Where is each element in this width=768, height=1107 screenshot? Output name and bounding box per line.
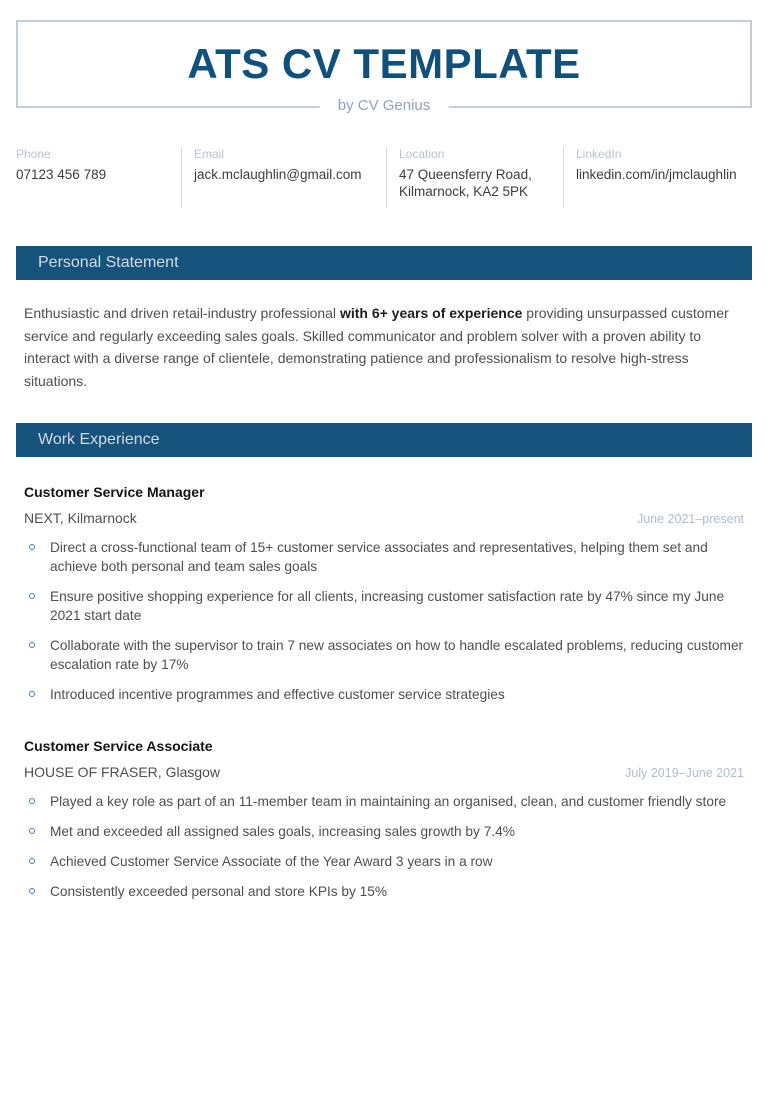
page-title: ATS CV TEMPLATE xyxy=(187,40,581,87)
bullet-text: Consistently exceeded personal and store KPIs by 15% xyxy=(50,884,388,899)
job-bullet-list xyxy=(24,538,744,704)
bullet-ring-icon xyxy=(29,828,35,834)
bullet-ring-icon xyxy=(29,544,35,550)
contact-item-phone xyxy=(16,146,181,208)
contact-label-linkedin: LinkedIn xyxy=(576,147,622,161)
cv-title-box xyxy=(16,20,752,108)
bullet-text: Ensure positive shopping experience for all clients, increasing customer satisfaction rate by 47% since my June 2021 start date xyxy=(50,589,725,623)
list-item xyxy=(24,636,744,674)
contact-item-email xyxy=(181,146,386,208)
job-entry xyxy=(24,482,744,704)
job-title: Customer Service Associate xyxy=(24,738,213,754)
bullet-ring-icon xyxy=(29,593,35,599)
section-title-work-experience: Work Experience xyxy=(38,431,160,448)
byline: by CV Genius xyxy=(320,96,449,116)
contact-item-linkedin xyxy=(563,146,752,208)
contact-item-location xyxy=(386,146,563,208)
bullet-text: Introduced incentive programmes and effective customer service strategies xyxy=(50,687,505,702)
contact-value-phone: 07123 456 789 xyxy=(16,167,107,182)
list-item xyxy=(24,792,744,811)
job-title: Customer Service Manager xyxy=(24,484,205,500)
list-item xyxy=(24,538,744,576)
job-dates: July 2019–June 2021 xyxy=(625,766,744,780)
cv-page xyxy=(0,20,768,1107)
personal-statement-text xyxy=(24,302,744,392)
bullet-text: Direct a cross-functional team of 15+ customer service associates and representatives, helping them set and achieve both personal and team sales goals xyxy=(50,540,708,574)
contact-value-linkedin[interactable]: linkedin.com/in/jmclaughlin xyxy=(576,167,737,182)
list-item xyxy=(24,587,744,625)
contact-value-location: 47 Queensferry Road, Kilmarnock, KA2 5PK xyxy=(399,167,532,199)
bullet-ring-icon xyxy=(29,858,35,864)
job-dates: June 2021–present xyxy=(636,512,744,526)
section-header-personal-statement xyxy=(16,246,752,280)
bullet-ring-icon xyxy=(29,691,35,697)
bullet-ring-icon xyxy=(29,888,35,894)
statement-highlight: with 6+ years of experience xyxy=(339,305,523,321)
list-item xyxy=(24,685,744,704)
job-company: HOUSE OF FRASER, Glasgow xyxy=(24,764,221,780)
list-item xyxy=(24,822,744,841)
bullet-ring-icon xyxy=(29,798,35,804)
section-title-personal-statement: Personal Statement xyxy=(38,254,179,271)
section-header-work-experience xyxy=(16,423,752,457)
statement-part-1: Enthusiastic and driven retail-industry professional xyxy=(24,305,340,321)
bullet-ring-icon xyxy=(29,642,35,648)
job-meta xyxy=(24,763,744,783)
list-item xyxy=(24,882,744,901)
bullet-text: Achieved Customer Service Associate of the Year Award 3 years in a row xyxy=(50,854,493,869)
job-bullet-list xyxy=(24,792,744,901)
contact-info-row xyxy=(16,146,752,208)
job-meta xyxy=(24,509,744,529)
bullet-text: Played a key role as part of an 11-member team in maintaining an organised, clean, and customer friendly store xyxy=(50,794,727,809)
job-entry xyxy=(24,736,744,901)
contact-label-email: Email xyxy=(194,147,225,161)
contact-value-email[interactable]: jack.mclaughlin@gmail.com xyxy=(194,167,362,182)
contact-label-phone: Phone xyxy=(16,147,51,161)
bullet-text: Met and exceeded all assigned sales goals, increasing sales growth by 7.4% xyxy=(50,824,515,839)
bullet-text: Collaborate with the supervisor to train 7 new associates on how to handle escalated problems, reducing customer escalation rate by 17% xyxy=(50,638,744,672)
job-company: NEXT, Kilmarnock xyxy=(24,510,137,526)
contact-label-location: Location xyxy=(399,147,445,161)
statement-part-2: providing unsurpassed customer service and regularly exceeding sales goals. Skilled communicator and problem solver with a proven ability to interact with a diverse range of clientele, demonstrating patience and professionalism to resolve high-stress situations. xyxy=(24,305,729,389)
list-item xyxy=(24,852,744,871)
